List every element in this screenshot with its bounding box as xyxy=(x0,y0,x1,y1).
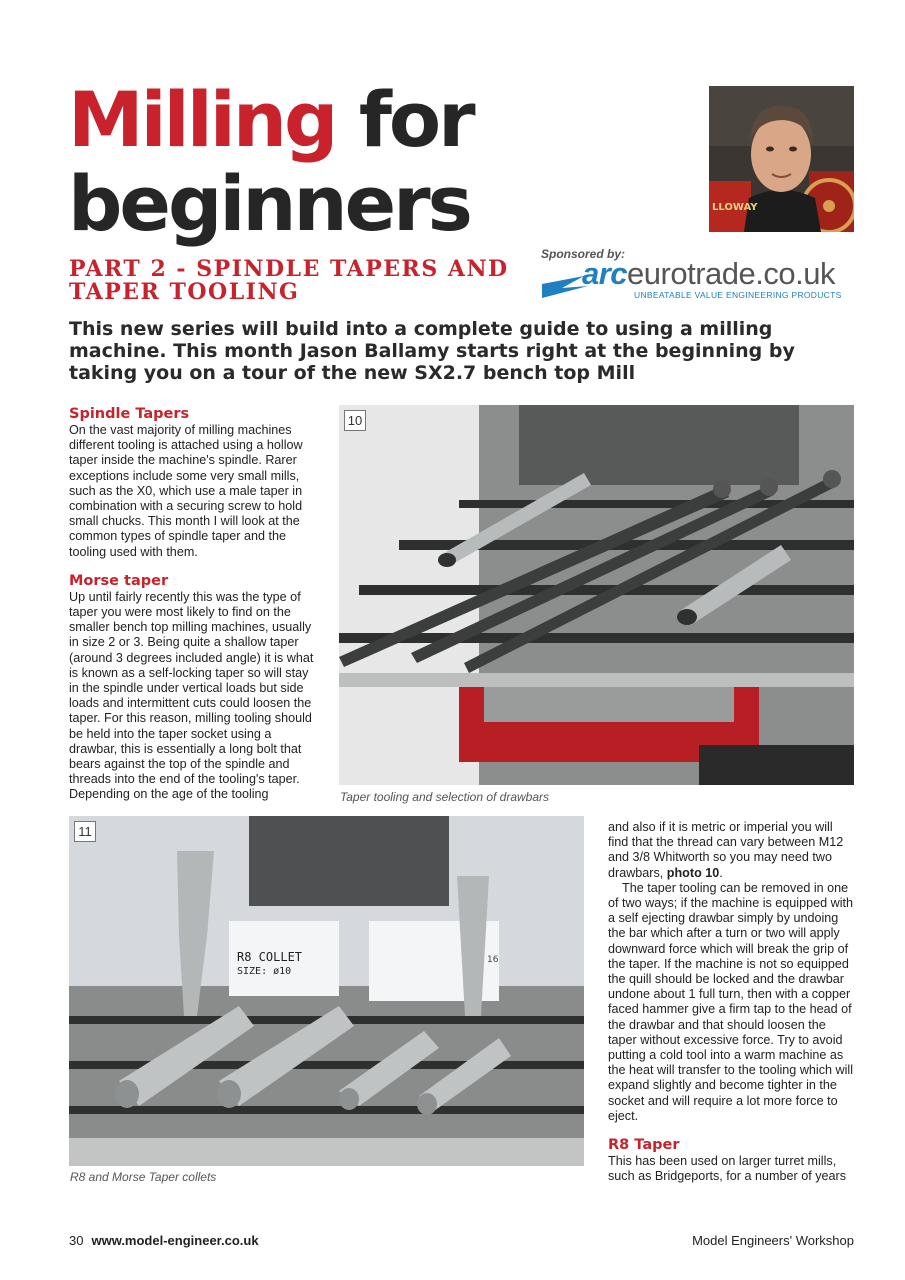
footer-magazine-name: Model Engineers' Workshop xyxy=(692,1233,854,1248)
sponsor-label: Sponsored by: xyxy=(541,247,626,261)
paragraph-drawbar-thread-text: and also if it is metric or imperial you will find that the thread can vary between M12 and 3/8 Whitworth so you may need two drawbars, xyxy=(608,820,844,880)
sponsor-logo[interactable] xyxy=(582,256,835,292)
heading-morse-taper: Morse taper xyxy=(69,572,169,589)
photo-11 xyxy=(69,816,584,1166)
photo-10-reference: photo 10 xyxy=(666,865,720,880)
heading-r8-taper: R8 Taper xyxy=(608,1137,680,1154)
page-number: 30 xyxy=(69,1233,84,1248)
photo-11-caption: R8 and Morse Taper collets xyxy=(70,1170,217,1184)
title-word-for: for xyxy=(358,75,473,164)
heading-spindle-tapers: Spindle Tapers xyxy=(69,406,190,422)
paragraph-drawbar-thread-end: . xyxy=(719,865,723,880)
sponsor-tagline: UNBEATABLE VALUE ENGINEERING PRODUCTS xyxy=(634,290,842,300)
footer-url[interactable]: www.model-engineer.co.uk xyxy=(91,1233,259,1248)
photo-11-number: 11 xyxy=(74,821,96,842)
article-title xyxy=(68,75,568,248)
title-word-beginners: beginners xyxy=(68,159,470,248)
standfirst: This new series will build into a complete guide to using a milling machine. This month Jason Ballamy starts right at the beginning by taking you on a tour of the new SX2.7 bench top Mill xyxy=(69,318,795,384)
photo-10-number: 10 xyxy=(344,410,366,431)
article-subtitle: PART 2 - SPINDLE TAPERS AND TAPER TOOLING xyxy=(69,256,509,305)
author-photo xyxy=(709,86,854,232)
body-column-right xyxy=(608,820,854,1184)
paragraph-spindle-tapers: On the vast majority of milling machines different tooling is attached using a hollow taper inside the machine's spindle. Rarer exceptions include some very small mills, such as the X0, which use a male taper in combination with a securing screw to hold small chucks. This month I will look at the common types of spindle taper and the tooling used with them. xyxy=(69,423,303,559)
photo-11-box-code: 16 xyxy=(487,955,499,965)
footer-left xyxy=(69,1233,259,1248)
title-word-milling: Milling xyxy=(68,75,336,164)
author-photo-badge: LLOWAY xyxy=(712,202,758,213)
paragraph-morse-taper: Up until fairly recently this was the type of taper you were most likely to find on the smaller bench top milling machines, usually in size 2 or 3. Being quite a shallow taper (around 3 degrees included angle) it is what is known as a self-locking taper so will stay in the spindle under vertical loads but side loads and intermittent cuts could loosen the taper. For this reason, milling tooling should be held into the taper socket using a drawbar, this is essentially a long bolt that bears against the top of the spindle and threads into the end of the tooling's taper. Depending on the age of the tooling xyxy=(69,589,314,802)
paragraph-r8-taper: This has been used on larger turret mills, such as Bridgeports, for a number of years xyxy=(608,1154,846,1184)
body-column-left xyxy=(69,406,315,803)
photo-10-caption: Taper tooling and selection of drawbars xyxy=(340,790,550,804)
sponsor-logo-arc: arc xyxy=(582,256,628,291)
paragraph-drawbar-thread xyxy=(608,820,854,881)
photo-11-label-line1: R8 COLLET xyxy=(237,950,303,964)
sponsor-logo-site: eurotrade.co.uk xyxy=(627,256,835,291)
paragraph-taper-removal: The taper tooling can be removed in one of two ways; if the machine is equipped with a self ejecting drawbar simply by undoing the bar which after a turn or two will apply downward force which will break the grip of the taper. If the machine is not so equipped the quill should be locked and the drawbar undone about 1 full turn, then with a copper faced hammer give a firm tap to the head of the drawbar and that should loosen the taper without excessive force. Try to avoid putting a cold tool into a warm machine as the heat will transfer to the tooling which will expand slightly and become tighter in the socket and will require a lot more force to eject. xyxy=(608,880,854,1123)
photo-11-label-line2: SIZE: ø10 xyxy=(237,966,292,977)
photo-10 xyxy=(339,405,854,785)
